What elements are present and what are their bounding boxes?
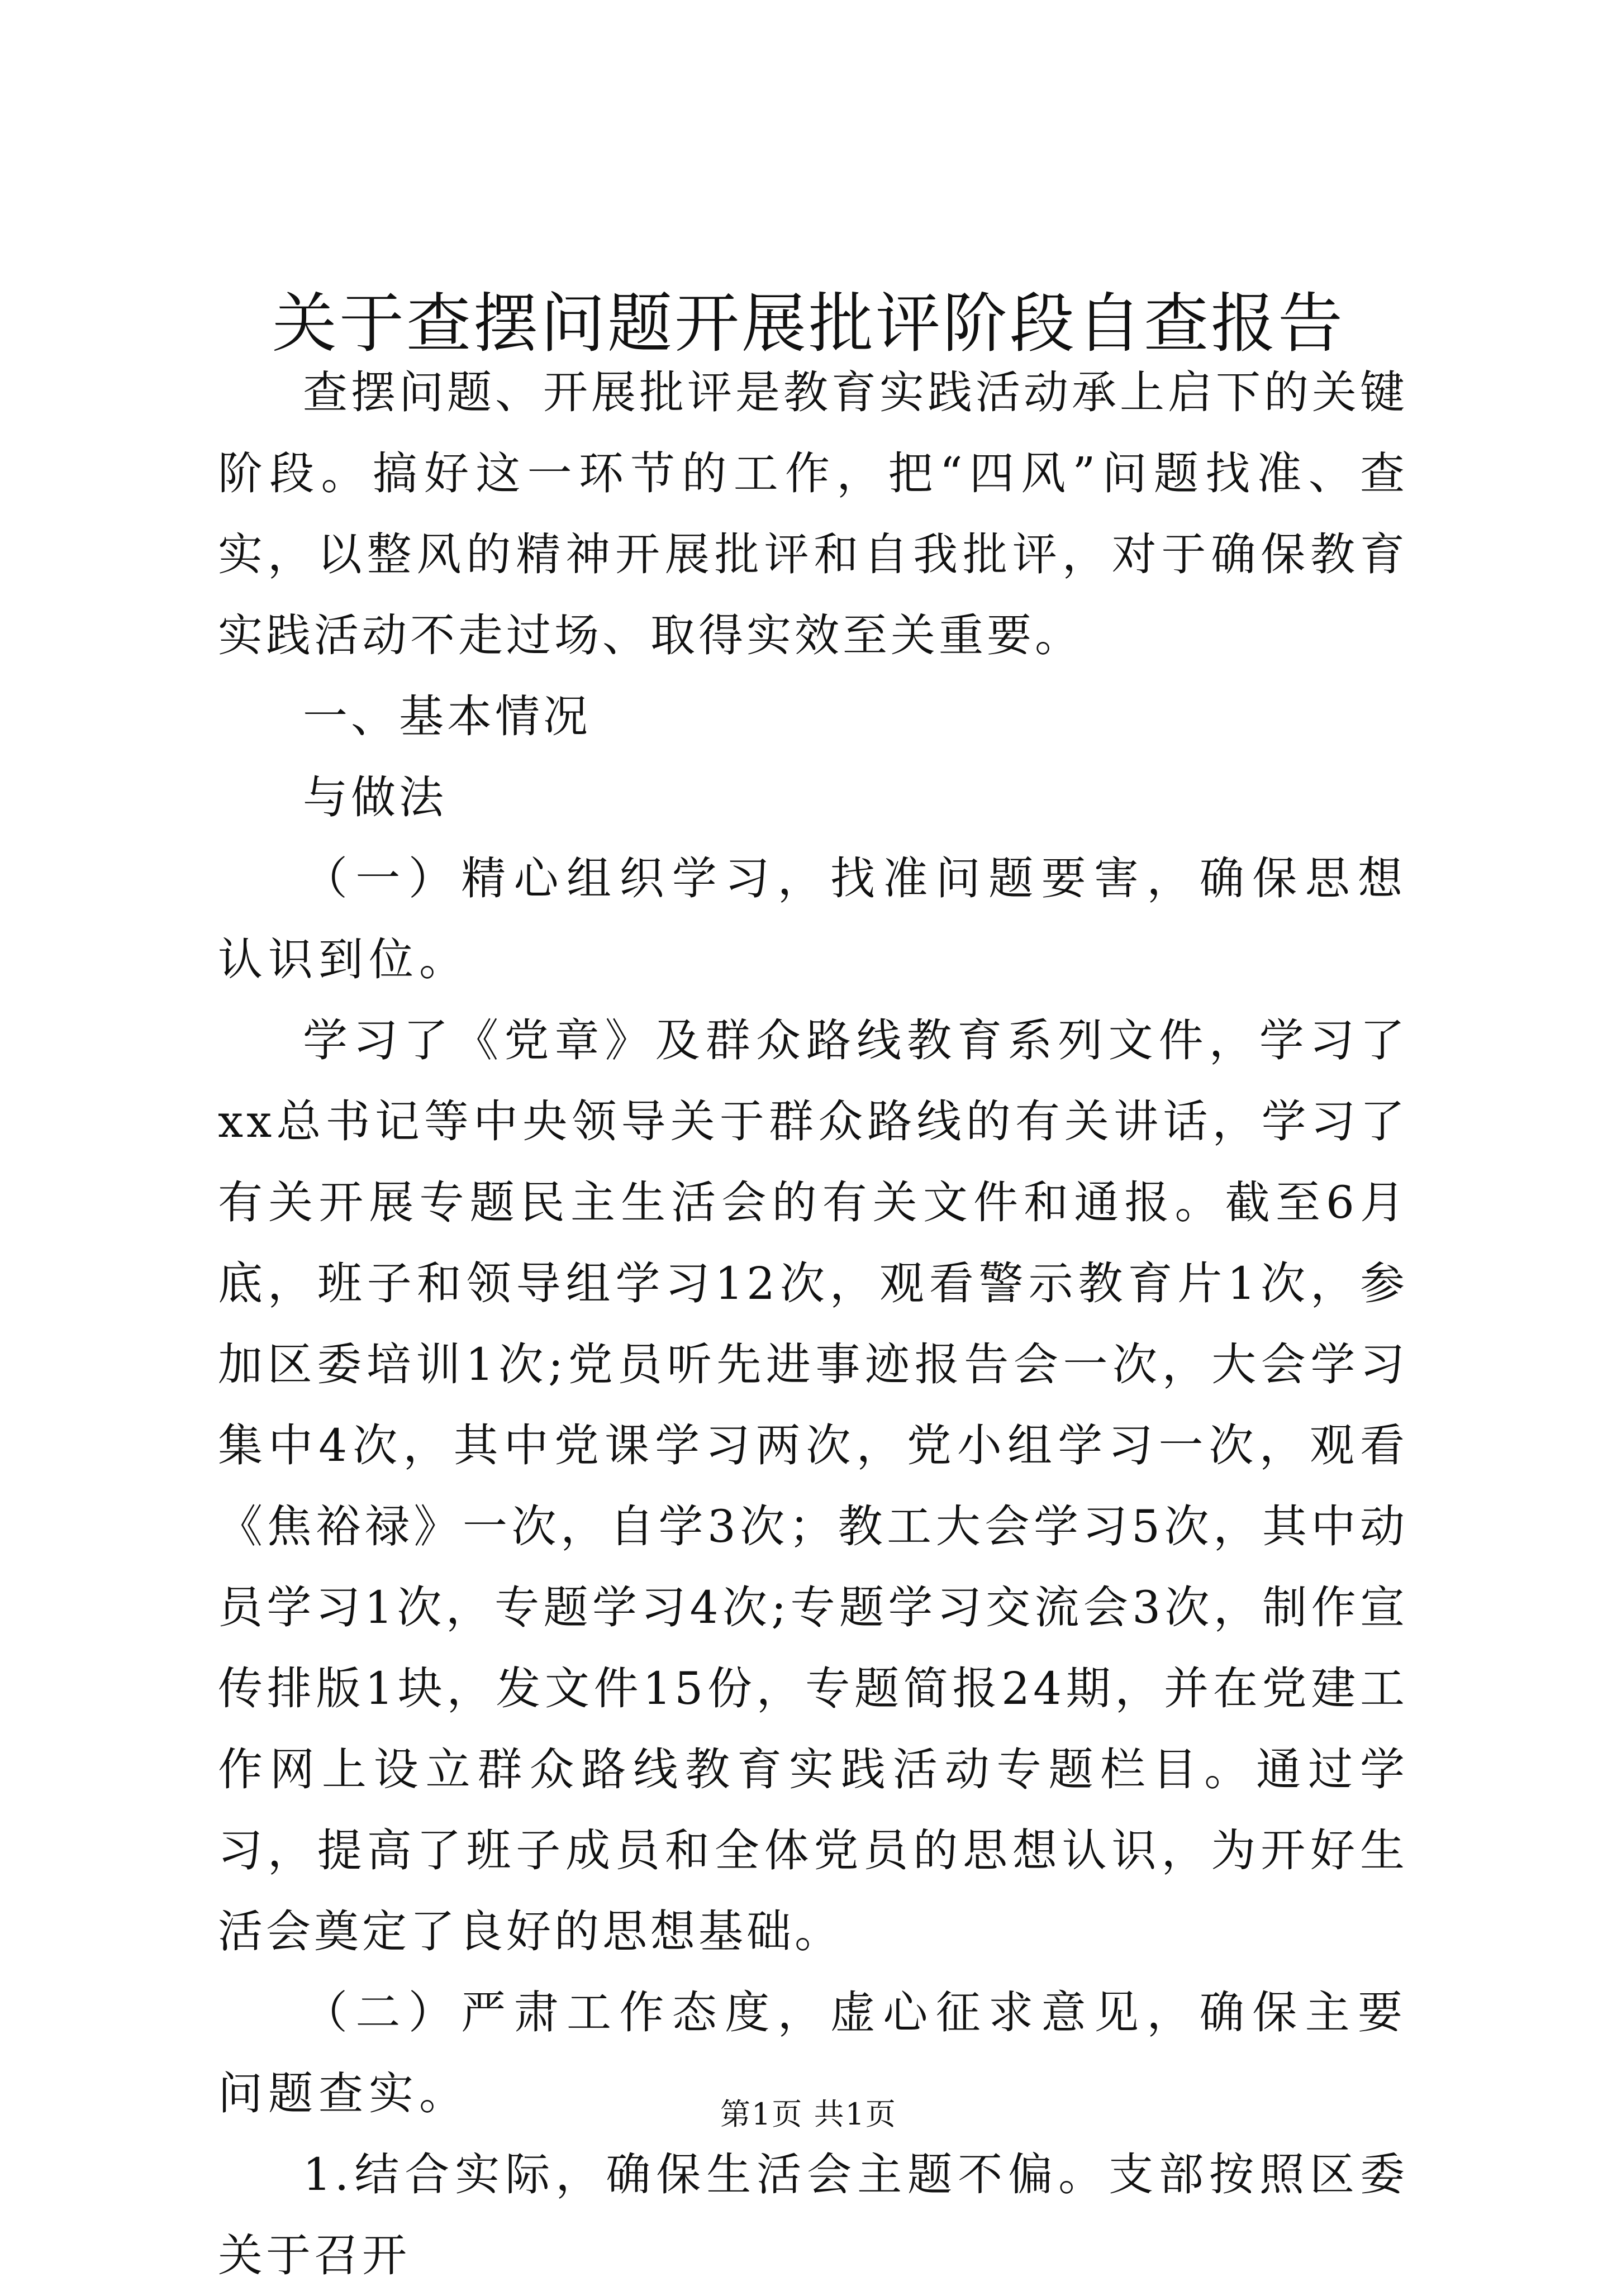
- document-title: 关于查摆问题开展批评阶段自查报告: [272, 286, 1345, 361]
- paragraph-study: 学习了《党章》及群众路线教育系列文件，学习了xx总书记等中央领导关于群众路线的有关讲话，学习了有关开展专题民主生活会的有关文件和通报。截至6月底，班子和领导组学习12次，观看警示教育片1次，参加区委培训1次;党员听先进事迹报告会一次，大会学习集中4次，其中党课学习两次，党小组学习一次，观看《焦裕禄》一次，自学3次；教工大会学习5次，其中动员学习1次，专题学习4次;专题学习交流会3次，制作宣传排版1块，发文件15份，专题简报24期，并在党建工作网上设立群众路线教育实践活动专题栏目。通过学习，提高了班子成员和全体党员的思想认识，为开好生活会奠定了良好的思想基础。: [218, 1014, 1408, 1957]
- subsection-heading-2: （二）严肃工作态度，虚心征求意见，确保主要问题查实。: [218, 1987, 1408, 2119]
- section-heading-1-continued: 与做法: [303, 771, 447, 823]
- section-heading-1: 一、基本情况: [303, 690, 591, 742]
- paragraph-item-1: 1.结合实际，确保生活会主题不偏。支部按照区委关于召开: [218, 2149, 1408, 2281]
- document-body: [218, 352, 1408, 2296]
- subsection-heading-1: （一）精心组织学习，找准问题要害，确保思想认识到位。: [218, 852, 1408, 985]
- paragraph-intro: 查摆问题、开展批评是教育实践活动承上启下的关键阶段。搞好这一环节的工作，把“四风”问题找准、查实，以整风的精神开展批评和自我批评，对于确保教育实践活动不走过场、取得实效至关重要。: [218, 366, 1408, 661]
- page-footer: 第1页 共1页: [720, 2097, 897, 2132]
